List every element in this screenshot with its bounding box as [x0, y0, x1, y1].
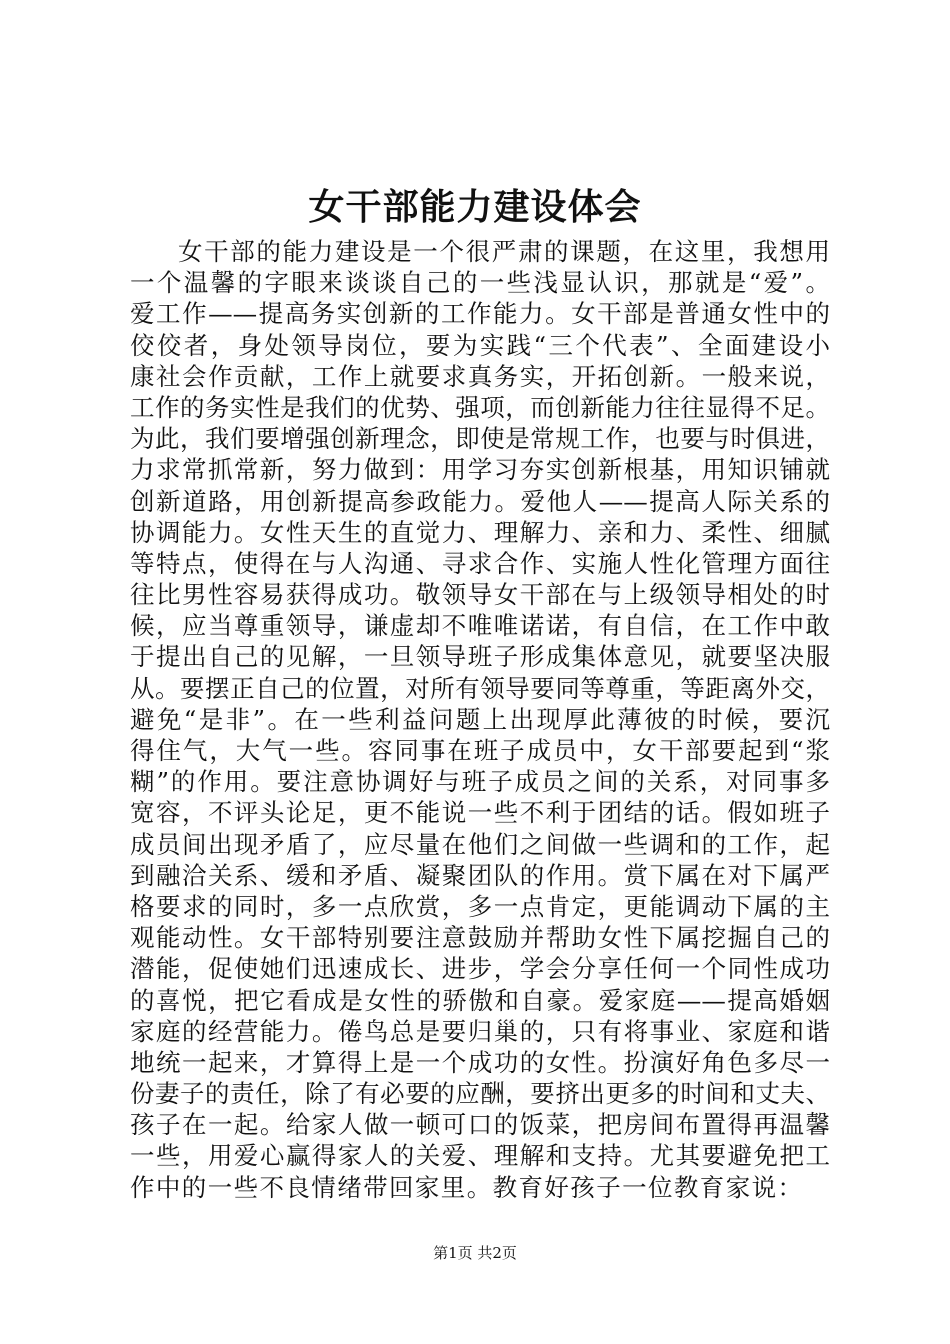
body-line: 格要求的同时，多一点欣赏，多一点肯定，更能调动下属的主 [130, 891, 830, 921]
body-line: 一些，用爱心赢得家人的关爱、理解和支持。尤其要避免把工 [130, 1141, 830, 1171]
body-line: 佼佼者，身处领导岗位，要为实践“三个代表”、全面建设小 [130, 330, 830, 360]
body-line: 作中的一些不良情绪带回家里。教育好孩子一位教育家说： [130, 1172, 804, 1202]
body-line: 家庭的经营能力。倦鸟总是要归巢的，只有将事业、家庭和谐 [130, 1016, 830, 1046]
document-title: 女干部能力建设体会 [308, 186, 642, 228]
body-line: 一个温馨的字眼来谈谈自己的一些浅显认识，那就是“爱”。 [130, 268, 830, 298]
body-line: 成员间出现矛盾了，应尽量在他们之间做一些调和的工作，起 [130, 829, 830, 859]
body-line: 从。要摆正自己的位置，对所有领导要同等尊重，等距离外交， [130, 673, 830, 703]
body-line: 避免“是非”。在一些利益问题上出现厚此薄彼的时候，要沉 [130, 704, 830, 734]
body-line: 地统一起来，才算得上是一个成功的女性。扮演好角色多尽一 [130, 1047, 830, 1077]
body-line: 工作的务实性是我们的优势、强项，而创新能力往往显得不足。 [130, 392, 830, 422]
page-footer: 第1页 共2页 [433, 1244, 517, 1262]
body-line: 候，应当尊重领导，谦虚却不唯唯诺诺，有自信，在工作中敢 [130, 611, 830, 641]
body-line: 康社会作贡献，工作上就要求真务实，开拓创新。一般来说， [130, 361, 830, 391]
body-line: 份妻子的责任，除了有必要的应酬，要挤出更多的时间和丈夫、 [130, 1079, 830, 1109]
body-line: 得住气，大气一些。容同事在班子成员中，女干部要起到“浆 [130, 736, 830, 765]
body-line: 女干部的能力建设是一个很严肃的课题，在这里，我想用 [178, 237, 830, 266]
body-line: 糊”的作用。要注意协调好与班子成员之间的关系，对同事多 [130, 767, 830, 797]
body-line: 力求常抓常新，努力做到：用学习夯实创新根基，用知识铺就 [130, 455, 830, 485]
body-line: 往比男性容易获得成功。敬领导女干部在与上级领导相处的时 [130, 580, 830, 610]
body-line: 到融洽关系、缓和矛盾、凝聚团队的作用。赏下属在对下属严 [130, 860, 830, 890]
body-line: 爱工作——提高务实创新的工作能力。女干部是普通女性中的 [130, 299, 830, 329]
body-line: 潜能，促使她们迅速成长、进步，学会分享任何一个同性成功 [130, 954, 830, 984]
body-line: 孩子在一起。给家人做一顿可口的饭菜，把房间布置得再温馨 [130, 1110, 830, 1140]
body-line: 创新道路，用创新提高参政能力。爱他人——提高人际关系的 [130, 486, 830, 516]
body-line: 观能动性。女干部特别要注意鼓励并帮助女性下属挖掘自己的 [130, 923, 830, 953]
body-line: 为此，我们要增强创新理念，即使是常规工作，也要与时俱进， [130, 424, 830, 454]
body-line: 宽容，不评头论足，更不能说一些不利于团结的话。假如班子 [130, 798, 830, 828]
body-line: 协调能力。女性天生的直觉力、理解力、亲和力、柔性、细腻 [130, 517, 830, 547]
body-line: 等特点，使得在与人沟通、寻求合作、实施人性化管理方面往 [130, 548, 830, 578]
body-line: 的喜悦，把它看成是女性的骄傲和自豪。爱家庭——提高婚姻 [130, 985, 830, 1015]
body-line: 于提出自己的见解，一旦领导班子形成集体意见，就要坚决服 [130, 642, 830, 672]
document-body [130, 236, 830, 1203]
